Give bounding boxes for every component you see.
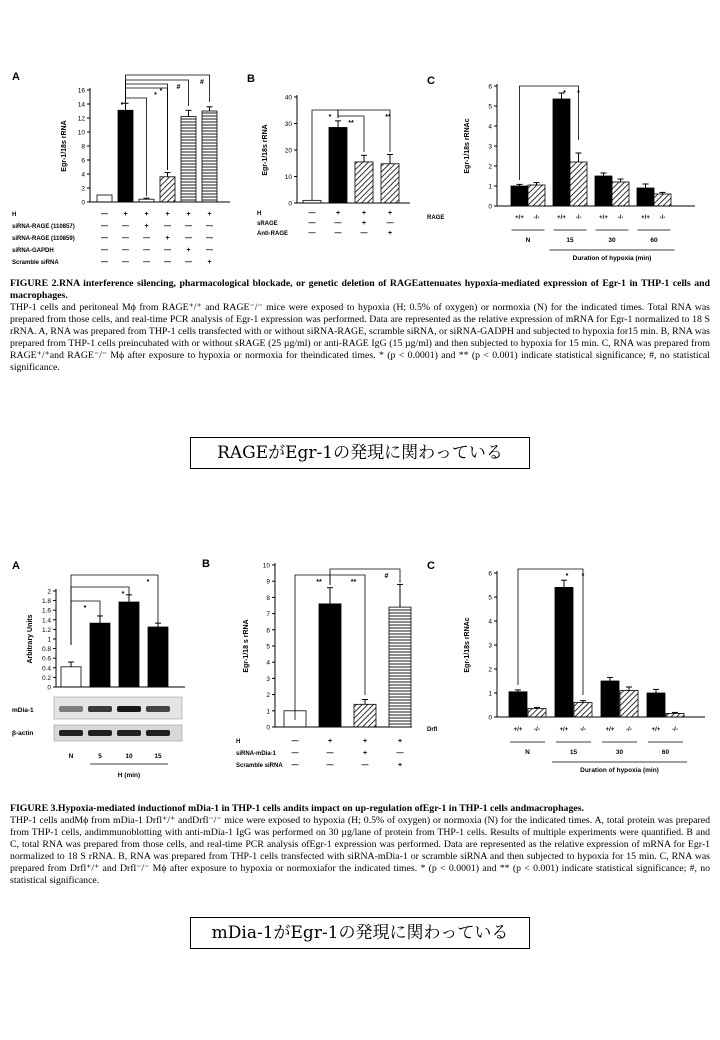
y-tick-label: 1 (47, 636, 51, 644)
y-tick-label: 12 (77, 115, 85, 123)
condition-value: + (144, 223, 149, 230)
bar (528, 709, 546, 717)
y-tick-label: 8 (81, 143, 85, 151)
y-tick-label: 0 (288, 200, 292, 208)
y-tick-label: 7 (266, 611, 270, 619)
y-tick-label: 6 (266, 627, 270, 635)
significance-label: ** (316, 579, 322, 586)
y-tick-label: 0 (47, 684, 51, 692)
condition-value: + (335, 210, 341, 217)
y-axis-label: Egr-1/18s rRNAc (464, 617, 471, 673)
condition-value: + (144, 211, 149, 218)
genotype-label: -/- (533, 215, 540, 221)
significance-label: # (384, 573, 389, 580)
condition-label: Scramble siRNA (236, 763, 283, 769)
y-tick-label: 4 (488, 618, 492, 626)
condition-value: — (122, 259, 129, 266)
bar (595, 176, 612, 206)
time-label: N (525, 237, 531, 244)
time-label: 30 (608, 237, 616, 244)
condition-value: — (101, 211, 108, 218)
condition-value: — (164, 223, 171, 230)
panel-letter: B (202, 558, 210, 570)
condition-value: — (101, 223, 108, 230)
fig3-caption-body: THP-1 cells andMϕ from mDia-1 Drfl⁺/⁺ andDrfl⁻/⁻ mice were exposed to hypoxia (H; 0.5% of oxygen) or normoxia (N) for the indicated times. A, total protein was prepared from THP-1 cells, andimmunoblotting with anti-mDia-1 IgG was performed on 30 µg/lane of protein from THP-1 cells. Results of multiple experiments were quantified. B and C, total RNA was prepared from those cells, and real-time PCR analysis ofEgr-1 expression was performed. Data are represented as the relative expression of mRNA for Egr-1 normalized to 18 S rRNA. B, RNA was prepared from THP-1 cells transfected with siRNA-mDia-1 or scramble siRNA and then subjected to hypoxia for 15 min. C, RNA was prepared from Drfl⁺/⁺ and Drfl⁻/⁻ Mϕ after exposure to hypoxia or normoxiafor the indicated times. * (p < 0.0001) and ** (p < 0.001) indicate statistical significance; #, no statistical significance. (10, 815, 710, 886)
y-tick-label: 20 (284, 147, 292, 155)
y-tick-label: 3 (488, 642, 492, 650)
significance-label: * (328, 114, 332, 121)
y-tick-label: 6 (488, 83, 492, 91)
y-tick-label: 2 (266, 692, 270, 700)
genotype-label: +/+ (599, 215, 608, 221)
fig2-caption-title: FIGURE 2.RNA interference silencing, pharmacological blockade, or genetic deletion of RAGEattenuates hypoxia-mediated expression of Egr-1 in THP-1 cells and macrophages. (10, 278, 710, 301)
bar (528, 185, 545, 206)
lane-label: 10 (125, 753, 133, 760)
blot-band-mdia1 (59, 706, 83, 712)
significance-label: * (577, 90, 580, 97)
lane-label: 15 (154, 753, 162, 760)
y-tick-label: 14 (77, 101, 85, 109)
condition-value: — (143, 235, 150, 242)
bar (555, 587, 573, 717)
y-tick-label: 5 (488, 594, 492, 602)
y-tick-label: 1 (488, 183, 492, 191)
y-tick-label: 4 (266, 659, 270, 667)
y-tick-label: 0.4 (41, 665, 51, 673)
condition-value: — (291, 750, 299, 757)
condition-value: — (308, 210, 316, 217)
blot-band-actin (88, 730, 112, 736)
condition-value: — (185, 235, 192, 242)
condition-value: — (143, 247, 150, 254)
duration-label: Duration of hypoxia (min) (580, 767, 659, 774)
y-tick-label: 0 (488, 203, 492, 211)
condition-value: + (327, 738, 333, 745)
bar (181, 117, 196, 202)
blot-band-mdia1 (146, 706, 170, 712)
time-label: 60 (661, 749, 670, 756)
condition-value: — (334, 220, 342, 227)
blot-band-mdia1 (88, 706, 112, 712)
genotype-label: +/+ (513, 727, 523, 733)
y-tick-label: 5 (488, 103, 492, 111)
condition-value: — (164, 259, 171, 266)
bar (329, 127, 347, 203)
fig3-caption-title: FIGURE 3.Hypoxia-mediated inductionof mDia-1 in THP-1 cells andits impact on up-regulation ofEgr-1 in THP-1 cells andmacrophages. (10, 803, 584, 814)
genotype-label: -/- (534, 727, 540, 733)
y-tick-label: 9 (266, 578, 270, 586)
condition-value: — (185, 223, 192, 230)
condition-value: — (334, 230, 342, 237)
lane-label: N (68, 753, 74, 760)
bar (381, 164, 399, 203)
y-tick-label: 6 (81, 157, 85, 165)
condition-value: + (123, 211, 128, 218)
y-tick-label: 0.8 (41, 646, 51, 654)
panel-letter: A (12, 560, 20, 572)
condition-label: H (12, 212, 17, 218)
y-tick-label: 1 (266, 708, 270, 716)
y-tick-label: 0 (81, 199, 85, 207)
genotype-label: -/- (580, 727, 586, 733)
significance-label: # (200, 79, 204, 86)
significance-label: # (176, 84, 181, 91)
condition-value: + (362, 738, 368, 745)
condition-value: — (101, 235, 108, 242)
significance-label: * (563, 90, 566, 97)
condition-label: siRNA-RAGE (110859) (12, 236, 75, 242)
y-tick-label: 1.2 (41, 626, 51, 634)
y-tick-label: 2 (488, 666, 492, 674)
y-axis-label: Egr-1/18s rRNA (61, 120, 68, 172)
genotype-row-label: Drfl (427, 727, 438, 733)
bar (654, 194, 671, 206)
condition-value: — (101, 259, 108, 266)
blot-band-mdia1 (117, 706, 141, 712)
significance-label: * (146, 579, 150, 586)
blot-label-actin: β-actin (12, 730, 34, 737)
condition-value: — (185, 259, 192, 266)
significance-label: ** (385, 114, 391, 121)
y-tick-label: 1 (488, 690, 492, 698)
condition-value: + (361, 210, 367, 217)
y-tick-label: 1.4 (41, 617, 51, 625)
condition-value: — (206, 247, 213, 254)
y-tick-label: 0 (488, 714, 492, 722)
genotype-label: -/- (659, 215, 666, 221)
condition-value: — (122, 223, 129, 230)
genotype-label: -/- (575, 215, 582, 221)
bar (160, 177, 175, 202)
significance-label: * (121, 591, 125, 598)
y-tick-label: 40 (284, 94, 292, 102)
fig2-panel-c (425, 70, 710, 265)
condition-value: + (207, 259, 212, 266)
bar (202, 111, 217, 202)
fig3-panel-c (425, 555, 710, 790)
lane-label: 5 (98, 753, 102, 760)
fig3-caption (10, 803, 710, 887)
condition-value: + (207, 211, 212, 218)
significance-label: * (120, 102, 124, 109)
y-axis-label: Arbitrary Units (27, 614, 34, 664)
condition-value: + (165, 235, 170, 242)
condition-value: + (361, 220, 367, 227)
condition-value: — (361, 762, 369, 769)
y-axis-label: Egr-1/18 s rRNA (243, 619, 250, 673)
condition-label: H (236, 739, 241, 745)
y-tick-label: 10 (77, 129, 85, 137)
bar (601, 681, 619, 717)
bar (553, 99, 570, 206)
blot-band-actin (146, 730, 170, 736)
y-tick-label: 4 (488, 123, 492, 131)
y-axis-label: Egr-1/18s rRNAc (464, 118, 471, 174)
y-tick-label: 1.8 (41, 598, 51, 606)
condition-value: — (326, 762, 334, 769)
y-tick-label: 8 (266, 594, 270, 602)
condition-value: — (206, 235, 213, 242)
y-tick-label: 6 (488, 570, 492, 578)
condition-label: siRNA-mDia-1 (236, 751, 277, 757)
significance-label: * (83, 605, 87, 612)
fig2-summary-box: RAGEがEgr-1の発現に関わっている (190, 437, 530, 469)
bar (355, 162, 373, 203)
bar (574, 703, 592, 717)
y-tick-label: 3 (266, 675, 270, 683)
y-axis-label: Egr-1/18s rRNA (262, 124, 269, 176)
condition-value: — (360, 230, 368, 237)
bar (90, 623, 110, 687)
fig3-panel-a (10, 555, 190, 795)
condition-value: — (291, 738, 299, 745)
genotype-label: -/- (617, 215, 624, 221)
significance-label: * (565, 573, 569, 580)
bar (97, 195, 112, 202)
condition-value: + (362, 750, 368, 757)
condition-value: — (326, 750, 334, 757)
fig2-caption-body: THP-1 cells and peritoneal Mϕ from RAGE⁺/⁺ and RAGE⁻/⁻ mice were exposed to hypoxia (H; 0.5% of oxygen) or normoxia (N) for the indicated times. Total RNA was prepared from those cells, and real-time PCR analysis of Egr-1 expression was performed. Data are represented as the relative expression of mRNA for Egr-1 normalized to 18 S rRNA. A, RNA was prepared from THP-1 cells transfected with or without siRNA-RAGE, scramble siRNA, or siRNA-GADPH and subjected to hypoxia for15 min. B, RNA was prepared from THP-1 cells preincubated with or without sRAGE (25 µg/ml) or anti-RAGE IgG (15 µg/ml) and then subjected to hypoxia for 15 min. C, RNA was prepared from RAGE⁺/⁺and RAGE⁻/⁻ Mϕ after exposure to hypoxia or normoxia for theindicated times. * (p < 0.0001) and ** (p < 0.001) indicate statistical significance; #, no statistical significance. (10, 302, 710, 373)
panel-letter: C (427, 75, 435, 87)
blot-band-actin (117, 730, 141, 736)
condition-value: + (387, 230, 393, 237)
y-tick-label: 3 (488, 143, 492, 151)
genotype-row-label: RAGE (427, 215, 445, 221)
significance-label: * (159, 88, 163, 95)
genotype-label: -/- (672, 727, 678, 733)
condition-value: — (101, 247, 108, 254)
time-label: 15 (569, 749, 578, 756)
bar (509, 692, 527, 717)
bar (612, 182, 629, 206)
bar (620, 691, 638, 717)
y-tick-label: 2 (47, 588, 51, 596)
condition-label: Scramble siRNA (12, 260, 59, 266)
time-label: 15 (566, 237, 574, 244)
genotype-label: +/+ (557, 215, 566, 221)
y-tick-label: 16 (77, 87, 85, 95)
bar (666, 713, 684, 717)
fig2-caption (10, 278, 710, 374)
y-tick-label: 10 (262, 562, 270, 570)
condition-value: — (143, 259, 150, 266)
genotype-label: +/+ (559, 727, 569, 733)
bar (647, 693, 665, 717)
significance-label: ** (350, 579, 357, 586)
y-tick-label: 0 (266, 724, 270, 732)
condition-value: — (122, 247, 129, 254)
panel-letter: B (247, 73, 255, 85)
bar (570, 162, 587, 206)
significance-label: ** (348, 120, 354, 127)
y-tick-label: 2 (81, 185, 85, 193)
genotype-label: +/+ (605, 727, 615, 733)
significance-label: * (154, 92, 157, 99)
y-tick-label: 0.2 (41, 674, 51, 682)
condition-value: + (387, 210, 393, 217)
bar (389, 607, 411, 727)
fig2-panel-a (10, 70, 235, 270)
lane-axis-title: H (min) (117, 772, 141, 779)
condition-value: — (206, 223, 213, 230)
condition-value: — (396, 750, 404, 757)
condition-label: siRNA-RAGE (110857) (12, 224, 75, 230)
fig2-panel-b (245, 70, 420, 250)
y-tick-label: 10 (284, 174, 292, 181)
significance-label: * (581, 573, 585, 580)
condition-value: — (308, 230, 316, 237)
condition-label: H (257, 211, 262, 217)
fig3-panel-b (200, 555, 425, 800)
fig3-summary-box: mDia-1がEgr-1の発現に関わっている (190, 917, 530, 949)
bar (118, 110, 133, 202)
genotype-label: -/- (626, 727, 632, 733)
condition-value: + (186, 211, 191, 218)
condition-value: + (397, 762, 403, 769)
duration-label: Duration of hypoxia (min) (572, 255, 652, 262)
bar (637, 188, 654, 206)
condition-value: — (308, 220, 316, 227)
genotype-label: +/+ (515, 215, 524, 221)
condition-label: siRNA-GAPDH (12, 248, 54, 254)
blot-band-actin (59, 730, 83, 736)
condition-value: — (122, 235, 129, 242)
bar (511, 186, 528, 206)
condition-value: — (164, 247, 171, 254)
panel-letter: C (427, 560, 435, 572)
panel-letter: A (12, 71, 20, 83)
condition-value: — (291, 762, 299, 769)
y-tick-label: 1.6 (41, 607, 51, 615)
genotype-label: +/+ (651, 727, 661, 733)
condition-value: + (165, 211, 170, 218)
condition-value: — (386, 220, 394, 227)
bar (61, 667, 81, 687)
bar (148, 627, 168, 687)
condition-value: + (397, 738, 403, 745)
y-tick-label: 4 (81, 171, 85, 179)
time-label: N (525, 749, 530, 756)
time-label: 60 (650, 237, 658, 244)
condition-label: Anti-RAGE (257, 231, 288, 237)
y-tick-label: 2 (488, 163, 492, 171)
genotype-label: +/+ (641, 215, 650, 221)
bar (319, 604, 341, 727)
y-tick-label: 0.6 (41, 655, 51, 663)
y-tick-label: 5 (266, 643, 270, 651)
time-label: 30 (615, 749, 624, 756)
bar (354, 704, 376, 727)
y-tick-label: 30 (284, 121, 292, 128)
bar (119, 602, 139, 687)
condition-label: sRAGE (257, 221, 278, 227)
blot-label-mdia1: mDia-1 (12, 707, 34, 714)
condition-value: + (186, 247, 191, 254)
